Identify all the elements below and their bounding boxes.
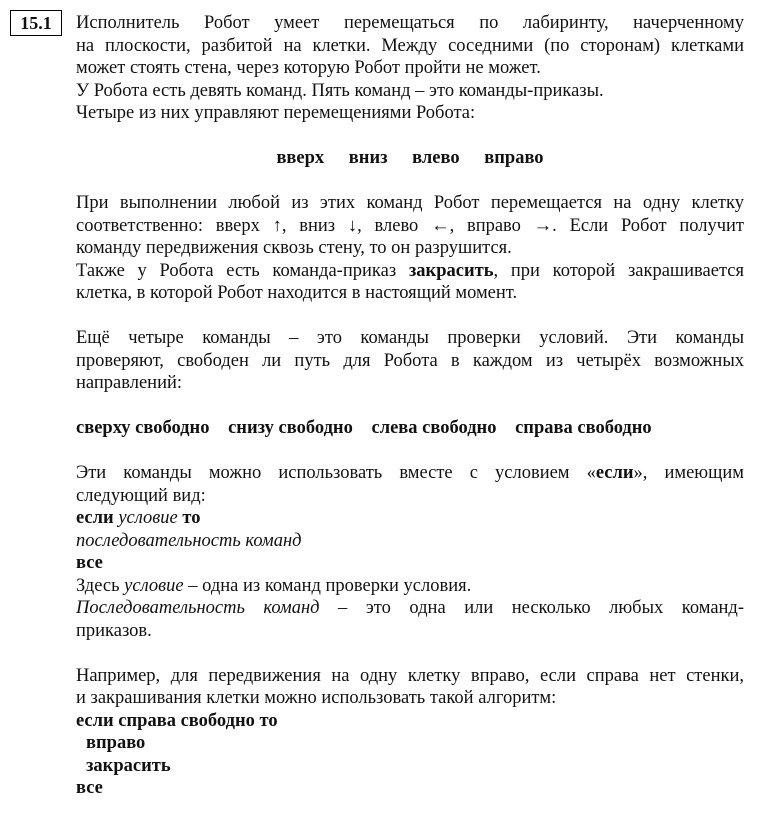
para5-line1: Здесь условие – одна из команд проверки условия. <box>76 575 472 596</box>
condition-commands <box>76 417 744 440</box>
para2-line2: соответственно: вверх ↑, вниз ↓, влево ←, вправо →. Если Робот получит <box>76 215 744 236</box>
para6-line1: Например, для передвижения на одну клетку вправо, если справа нет стенки, <box>76 665 744 686</box>
cmd-right: вправо <box>484 148 544 168</box>
para4-line2: следующий вид: <box>76 485 206 506</box>
cond-up: сверху свободно <box>76 418 210 438</box>
para1-line5: Четыре из них управляют перемещениями Робота: <box>76 103 476 123</box>
para1-line1: Исполнитель Робот умеет перемещаться по лабиринту, начерченному <box>76 13 744 33</box>
para1-line4: У Робота есть девять команд. Пять команд – это команды-приказы. <box>76 80 604 101</box>
cond-left: слева свободно <box>371 418 497 438</box>
para1-line3: может стоять стена, через которую Робот пройти не может. <box>76 58 541 78</box>
para5-line2: Последовательность команд – это одна или несколько любых команд- <box>76 598 745 618</box>
para2-line1: При выполнении любой из этих команд Робот перемещается на одну клетку <box>76 193 744 213</box>
cond-right: справа свободно <box>515 418 652 438</box>
para4-line1: Эти команды можно использовать вместе с условием «если», имеющим <box>76 463 744 483</box>
syntax-end: все <box>76 553 103 573</box>
task-text <box>76 12 744 800</box>
paint-command: закрасить <box>408 260 494 281</box>
cmd-down: вниз <box>348 148 388 168</box>
task-number: 15.1 <box>10 10 62 36</box>
cmd-left: влево <box>412 148 460 168</box>
cond-down: снизу свободно <box>228 418 353 438</box>
example-line1: если справа свободно то <box>76 710 278 731</box>
cmd-up: вверх <box>276 148 325 168</box>
para5-line3: приказов. <box>76 620 152 641</box>
para3-line3: направлений: <box>76 373 183 393</box>
example-line4: все <box>76 778 103 798</box>
para2-line3: команду передвижения сквозь стену, то он разрушится. <box>76 238 512 258</box>
para3-line1: Ещё четыре команды – это команды проверки условий. Эти команды <box>76 328 744 348</box>
para1-line2: на плоскости, разбитой на клетки. Между соседними (по сторонам) клетками <box>76 35 744 56</box>
move-commands <box>76 147 744 170</box>
para3-line2: проверяют, свободен ли путь для Робота в каждом из четырёх возможных <box>76 350 744 371</box>
para6-line2: и закрашивания клетки можно использовать такой алгоритм: <box>76 688 557 708</box>
example-line3: закрасить <box>86 755 171 776</box>
syntax-if-line: если условие то <box>76 508 201 528</box>
example-line2: вправо <box>86 733 146 753</box>
para2-line4: Также у Робота есть команда-приказ закрасить, при которой закрашивается <box>76 260 745 281</box>
syntax-sequence: последовательность команд <box>76 530 302 551</box>
para2-line5: клетка, в которой Робот находится в настоящий момент. <box>76 283 518 303</box>
